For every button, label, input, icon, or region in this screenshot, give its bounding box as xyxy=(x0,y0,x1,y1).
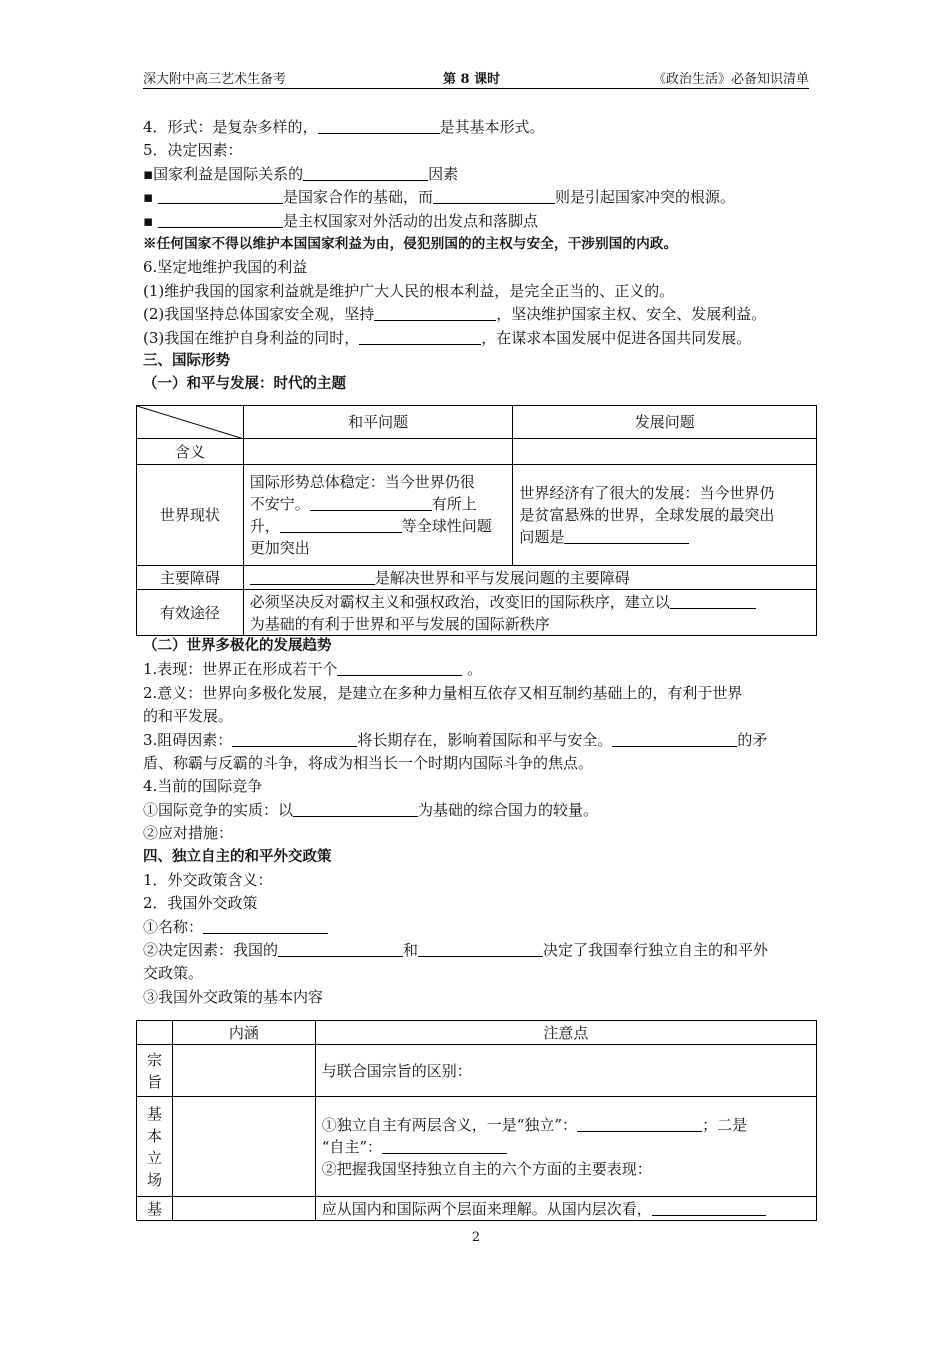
cell-path xyxy=(243,590,816,636)
blank-field[interactable] xyxy=(612,731,737,747)
line-text: ，在谋求本国发展中促进各国共同发展。 xyxy=(481,328,752,347)
heading-text: 三、国际形势 xyxy=(143,352,230,369)
text-line xyxy=(143,116,813,139)
text-line xyxy=(143,822,813,845)
row-header-status: 世界现状 xyxy=(137,465,244,566)
blank-field[interactable] xyxy=(359,329,481,345)
blank-field[interactable] xyxy=(577,1116,702,1132)
line-text: 是其基本形式。 xyxy=(439,118,545,136)
diagonal-header-cell xyxy=(137,406,244,439)
blank-field[interactable] xyxy=(382,1138,507,1154)
line-text: 2．我国外交政策 xyxy=(143,894,258,913)
cell-basis-content[interactable] xyxy=(172,1197,315,1221)
cell-text: 等全球性问题 xyxy=(401,517,492,535)
line-text: 4．形式：是复杂多样的， xyxy=(143,118,318,136)
line-text: 5．决定因素： xyxy=(143,141,243,160)
line-text: (2)我国坚持总体国家安全观，坚持 xyxy=(143,305,375,324)
section-heading xyxy=(143,846,813,869)
subsection-heading xyxy=(143,635,813,658)
blank-field[interactable] xyxy=(280,517,402,533)
cell-stance-note xyxy=(315,1097,816,1197)
line-text: 盾、称霸与反霸的斗争，将成为相当长一个时期内国际斗争的焦点。 xyxy=(143,753,594,772)
row-header-path: 有效途径 xyxy=(137,590,244,636)
line-text: ▪国家利益是国际关系的 xyxy=(143,164,304,183)
line-text: (3)我国在维护自身利益的同时， xyxy=(143,328,360,347)
line-text: 3.阻碍因素： xyxy=(143,730,233,749)
text-line xyxy=(143,916,813,939)
line-text: 决定了我国奉行独立自主的和平外 xyxy=(543,941,769,960)
section-top xyxy=(143,116,813,397)
page-header xyxy=(143,66,809,89)
header-school: 深大附中高三艺术生备考 xyxy=(143,72,287,87)
blank-field[interactable] xyxy=(374,305,496,321)
blank-field[interactable] xyxy=(564,528,689,544)
text-line xyxy=(143,729,813,752)
line-text: ③我国外交政策的基本内容 xyxy=(143,987,324,1006)
corner-cell xyxy=(137,1021,173,1045)
foreign-policy-table xyxy=(136,1020,817,1221)
row-header-char: 基 xyxy=(146,1104,162,1123)
blank-field[interactable] xyxy=(418,941,543,957)
blank-field[interactable] xyxy=(250,569,375,585)
blank-field[interactable] xyxy=(158,212,283,228)
blank-field[interactable] xyxy=(203,918,328,934)
cell-text: 必须坚决反对霸权主义和强权政治，改变旧的国际秩序，建立以 xyxy=(249,592,670,611)
col-header-peace: 和平问题 xyxy=(243,406,513,439)
text-line xyxy=(143,705,813,728)
row-header-char: 场 xyxy=(146,1170,162,1189)
text-line xyxy=(143,962,813,985)
line-text: 为基础的综合国力的较量。 xyxy=(418,800,599,819)
line-text: 1．外交政策含义： xyxy=(143,870,273,889)
line-text: 2.意义：世界向多极化发展，是建立在多种力量相互依存又相互制约基础上的，有利于世界 xyxy=(143,683,743,702)
col-header-development: 发展问题 xyxy=(513,406,817,439)
row-header-meaning: 含义 xyxy=(137,439,244,465)
text-line xyxy=(143,139,813,162)
blank-field[interactable] xyxy=(158,188,283,204)
line-text: 是国家合作的基础，而 xyxy=(282,188,433,207)
text-line xyxy=(143,775,813,798)
line-text: 4.当前的国际竞争 xyxy=(143,777,263,796)
cell-text: 世界经济有了很大的发展：当今世界仍 xyxy=(519,484,775,502)
cell-basis-note xyxy=(315,1197,816,1221)
text-line xyxy=(143,280,813,303)
section-heading xyxy=(143,350,813,373)
line-text: 交政策。 xyxy=(143,964,204,983)
cell-text: ②把握我国坚持独立自主的六个方面的主要表现： xyxy=(321,1159,652,1178)
line-text: 1.表现：世界正在形成若干个 xyxy=(143,660,338,679)
heading-text: （一）和平与发展：时代的主题 xyxy=(143,376,346,393)
text-line xyxy=(143,303,813,326)
page-number: 2 xyxy=(471,1230,481,1245)
cell-purpose-content[interactable] xyxy=(172,1045,315,1097)
cell-text: 是解决世界和平与发展问题的主要障碍 xyxy=(374,568,630,587)
cell-text: ①独立自主有两层含义，一是“独立”： xyxy=(321,1115,578,1134)
text-line xyxy=(143,163,813,186)
cell-peace-meaning[interactable] xyxy=(243,439,513,465)
line-text: (1)维护我国的国家利益就是维护广大人民的根本利益，是完全正当的、正义的。 xyxy=(143,281,675,300)
heading-text: （二）世界多极化的发展趋势 xyxy=(143,638,332,654)
peace-development-table xyxy=(136,405,817,636)
header-lesson: 第 8 课时 xyxy=(443,72,501,87)
blank-field[interactable] xyxy=(433,188,555,204)
cell-text: ；二是 xyxy=(702,1115,748,1134)
bullet: ▪ xyxy=(143,211,154,230)
row-header-char: 本 xyxy=(146,1126,162,1145)
text-line xyxy=(143,892,813,915)
text-line xyxy=(143,682,813,705)
cell-text: 问题是 xyxy=(519,528,565,546)
col-header-note: 注意点 xyxy=(315,1021,816,1045)
note-text: ※任何国家不得以维护本国国家利益为由，侵犯别国的的主权与安全，干涉别国的内政。 xyxy=(143,235,678,252)
line-text: 的和平发展。 xyxy=(143,707,234,726)
text-line xyxy=(143,327,813,350)
diagonal-line xyxy=(137,406,244,439)
cell-stance-content[interactable] xyxy=(172,1097,315,1197)
row-header-purpose xyxy=(137,1045,173,1097)
text-line xyxy=(143,986,813,1009)
cell-text: 升， xyxy=(249,517,280,535)
bullet: ▪ xyxy=(143,188,154,207)
blank-field[interactable] xyxy=(232,731,357,747)
heading-text: 四、独立自主的和平外交政策 xyxy=(143,848,332,865)
section-mid xyxy=(143,635,813,1009)
cell-text: 不安宁。 xyxy=(249,495,310,513)
line-text: ②应对措施： xyxy=(143,824,234,843)
row-header-basis: 基 xyxy=(137,1197,173,1221)
row-header-char: 立 xyxy=(146,1148,162,1167)
col-header-content: 内涵 xyxy=(172,1021,315,1045)
cell-text: 更加突出 xyxy=(249,539,310,557)
text-line xyxy=(143,939,813,962)
line-text: 。 xyxy=(462,660,483,679)
cell-text: “自主”： xyxy=(321,1137,383,1156)
line-text: ，坚决维护国家主权、安全、发展利益。 xyxy=(496,305,767,324)
line-text: 6.坚定地维护我国的利益 xyxy=(143,258,308,277)
blank-field[interactable] xyxy=(652,1200,766,1216)
line-text: 因素 xyxy=(428,164,459,183)
line-text: ②决定因素：我国的 xyxy=(143,941,279,960)
subsection-heading xyxy=(143,373,813,396)
cell-text: 国际形势总体稳定：当今世界仍很 xyxy=(249,473,475,491)
blank-field[interactable] xyxy=(293,801,418,817)
row-header-obstacle: 主要障碍 xyxy=(137,566,244,590)
blank-field[interactable] xyxy=(337,660,462,676)
cell-dev-meaning[interactable] xyxy=(513,439,817,465)
blank-field[interactable] xyxy=(303,165,428,181)
cell-text: 是贫富悬殊的世界，全球发展的最突出 xyxy=(519,506,775,524)
note-line xyxy=(143,233,813,256)
cell-dev-status xyxy=(513,465,817,566)
cell-peace-status xyxy=(243,465,513,566)
blank-field[interactable] xyxy=(670,593,756,609)
cell-obstacle xyxy=(243,566,816,590)
cell-text: 为基础的有利于世界和平与发展的国际新秩序 xyxy=(249,614,550,633)
row-header-char: 旨 xyxy=(146,1072,162,1091)
row-header-char: 宗 xyxy=(146,1050,162,1069)
blank-field[interactable] xyxy=(310,495,432,511)
text-line xyxy=(143,210,813,233)
line-text: 将长期存在，影响着国际和平与安全。 xyxy=(357,730,613,749)
line-text: ①国际竞争的实质：以 xyxy=(143,800,294,819)
text-line xyxy=(143,658,813,681)
line-text: 则是引起国家冲突的根源。 xyxy=(554,188,735,207)
line-text: 的矛 xyxy=(737,730,768,749)
line-text: 和 xyxy=(403,941,419,960)
text-line xyxy=(143,256,813,279)
header-subject: 《政治生活》必备知识清单 xyxy=(652,72,809,87)
line-text: ①名称： xyxy=(143,917,204,936)
text-line xyxy=(143,186,813,209)
text-line xyxy=(143,799,813,822)
line-text: 是主权国家对外活动的出发点和落脚点 xyxy=(282,211,538,230)
blank-field[interactable] xyxy=(278,941,403,957)
cell-text: 应从国内和国际两个层面来理解。从国内层次看， xyxy=(321,1199,652,1218)
cell-text: 有所上 xyxy=(431,495,477,513)
blank-field[interactable] xyxy=(318,118,440,134)
text-line xyxy=(143,869,813,892)
text-line xyxy=(143,752,813,775)
row-header-stance xyxy=(137,1097,173,1197)
cell-purpose-note: 与联合国宗旨的区别： xyxy=(315,1045,816,1097)
